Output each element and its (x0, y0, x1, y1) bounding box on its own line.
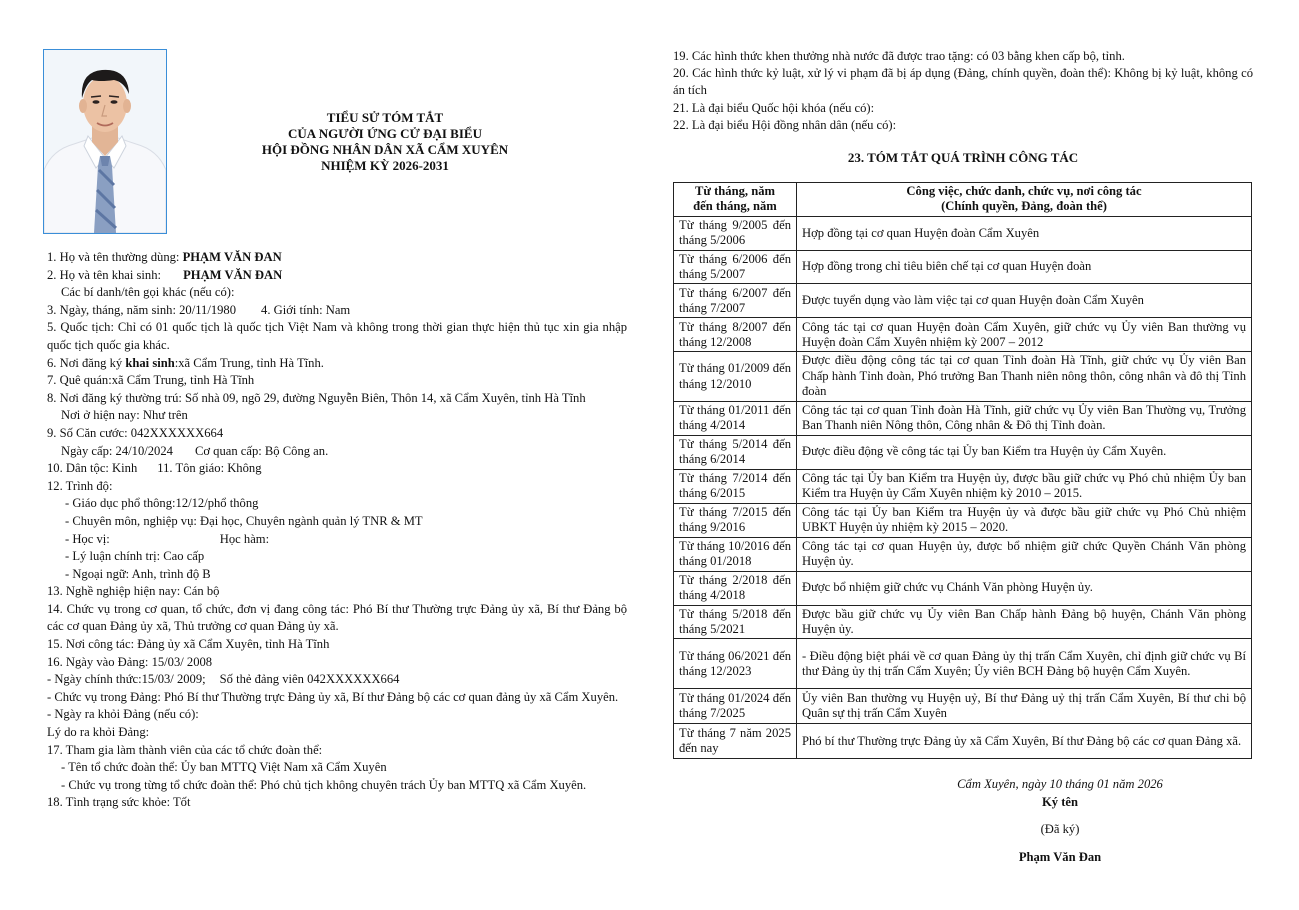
birth-reg-label: 6. Nơi đăng ký (47, 355, 126, 370)
birth-name-label: 2. Họ và tên khai sinh: (47, 267, 184, 282)
row-work: Được bổ nhiệm giữ chức vụ Chánh Văn phòng Huyện ủy. (797, 571, 1252, 605)
item-14-position: 14. Chức vụ trong cơ quan, tổ chức, đơn vị đang công tác: Phó Bí thư Thường trực Đảng ủy xã, Bí thư Đảng bộ các cơ quan Đảng ủy xã, Thủ trưởng cơ quan Đảng ủy xã. (47, 601, 627, 634)
table-row (674, 724, 1252, 759)
col-period-line2: đến tháng, năm (693, 199, 777, 214)
organization-name: - Tên tổ chức đoàn thể: Ủy ban MTTQ Việt Nam xã Cẩm Xuyên (61, 760, 387, 775)
row-period: Từ tháng 01/2009 đến tháng 12/2010 (674, 352, 797, 401)
row-period: Từ tháng 10/2016 đến tháng 01/2018 (674, 537, 797, 571)
sign-label: Ký tên (1041, 794, 1079, 809)
item-20-discipline: 20. Các hình thức kỷ luật, xử lý vi phạm đã bị áp dụng (Đảng, chính quyền, đoàn thể): Không bị kỷ luật, không có án tích (673, 66, 1253, 98)
col-work-line2: (Chính quyền, Đảng, đoàn thể) (941, 199, 1107, 214)
party-leave-date: - Ngày ra khỏi Đảng (nếu có): (47, 707, 199, 722)
row-work: Công tác tại cơ quan Tỉnh đoàn Hà Tĩnh, giữ chức vụ Ủy viên Ban Thường vụ, Trưởng Ban Thanh niên Nông thôn, Công nhân & Đô thị Tỉnh đoàn. (797, 401, 1252, 435)
row-period: Từ tháng 01/2024 đến tháng 7/2025 (674, 689, 797, 724)
table-row (674, 537, 1252, 571)
row-period: Từ tháng 2/2018 đến tháng 4/2018 (674, 571, 797, 605)
party-position: - Chức vụ trong Đảng: Phó Bí thư Thường trực Đảng ủy xã, Bí thư Đảng bộ các cơ quan đảng ủy xã Cẩm Xuyên. (47, 689, 619, 704)
row-period: Từ tháng 01/2011 đến tháng 4/2014 (674, 401, 797, 435)
item-2 (47, 267, 627, 285)
party-official-date: - Ngày chính thức:15/03/ 2009; (47, 672, 206, 687)
right-column-info (673, 48, 1253, 134)
organization-position: - Chức vụ trong từng tổ chức đoàn thể: Phó chủ tịch không chuyên trách Ủy ban MTTQ xã Cẩm Xuyên. (61, 777, 587, 792)
col-period-header (674, 183, 797, 217)
row-period: Từ tháng 7/2015 đến tháng 9/2016 (674, 503, 797, 537)
academic-title: Học hàm: (219, 531, 270, 546)
item-8-residence: 8. Nơi đăng ký thường trú: Số nhà 09, ngõ 29, đường Nguyễn Biên, Thôn 14, xã Cẩm Xuyên, tỉnh Hà Tĩnh (47, 390, 586, 405)
ethnicity: 10. Dân tộc: Kinh (47, 461, 138, 476)
item-3-4 (47, 302, 627, 320)
signature-block (900, 776, 1220, 866)
id-issue-date: Ngày cấp: 24/10/2024 (61, 443, 173, 458)
item-17-organizations: 17. Tham gia làm thành viên của các tổ chức đoàn thể: (47, 742, 323, 757)
religion: 11. Tôn giáo: Không (157, 461, 262, 476)
item-10-11 (47, 460, 627, 478)
table-row (674, 605, 1252, 639)
item-22-peoples-council: 22. Là đại biểu Hội đồng nhân dân (nếu có): (673, 117, 897, 132)
row-period: Từ tháng 8/2007 đến tháng 12/2008 (674, 318, 797, 352)
current-residence: Nơi ở hiện nay: Như trên (61, 408, 188, 423)
item-7-hometown: 7. Quê quán:xã Cẩm Trung, tỉnh Hà Tĩnh (47, 373, 255, 388)
row-period: Từ tháng 5/2018 đến tháng 5/2021 (674, 605, 797, 639)
common-name-value: PHẠM VĂN ĐAN (182, 250, 282, 264)
item-9-id: 9. Số Căn cước: 042XXXXXX664 (47, 425, 224, 440)
party-leave-reason: Lý do ra khỏi Đảng: (47, 725, 150, 740)
table-row (674, 216, 1252, 250)
row-work: Được điều động công tác tại cơ quan Tỉnh đoàn Hà Tĩnh, giữ chức vụ Ủy viên Ban Chấp hành Tỉnh đoàn, Phó trưởng Ban Thanh niên nông thôn, công nhân và đô thị Tỉnh đoàn (797, 352, 1252, 401)
common-name-label: 1. Họ và tên thường dùng: (47, 250, 183, 264)
work-history-table (673, 182, 1252, 759)
place-date: Cẩm Xuyên, ngày 10 tháng 01 năm 2026 (957, 777, 1163, 791)
row-period: Từ tháng 06/2021 đến tháng 12/2023 (674, 639, 797, 689)
title-line-1: TIỂU SỬ TÓM TẮT (326, 110, 444, 125)
political-theory: - Lý luận chính trị: Cao cấp (65, 549, 205, 564)
table-row (674, 284, 1252, 318)
table-row (674, 435, 1252, 469)
foreign-language: - Ngoại ngữ: Anh, trình độ B (65, 566, 211, 581)
row-work: Ủy viên Ban thường vụ Huyện uỷ, Bí thư Đảng uỷ thị trấn Cẩm Xuyên, Bí thư chi bộ Quân sự thị trấn Cẩm Xuyên (797, 689, 1252, 724)
row-period: Từ tháng 6/2007 đến tháng 7/2007 (674, 284, 797, 318)
personal-info (47, 249, 627, 812)
title-line-2: CỦA NGƯỜI ỨNG CỬ ĐẠI BIỂU (288, 126, 482, 141)
row-period: Từ tháng 5/2014 đến tháng 6/2014 (674, 435, 797, 469)
row-period: Từ tháng 7 năm 2025 đến nay (674, 724, 797, 759)
birth-date: 3. Ngày, tháng, năm sinh: 20/11/1980 (47, 302, 237, 317)
table-row (674, 689, 1252, 724)
work-history-rows (674, 216, 1252, 759)
birth-name-value: PHẠM VĂN ĐAN (183, 267, 283, 282)
row-period: Từ tháng 9/2005 đến tháng 5/2006 (674, 216, 797, 250)
item-16-party-date: 16. Ngày vào Đảng: 15/03/ 2008 (47, 654, 213, 669)
row-work: Hợp đồng tại cơ quan Huyện đoàn Cẩm Xuyên (797, 216, 1252, 250)
row-period: Từ tháng 6/2006 đến tháng 5/2007 (674, 250, 797, 284)
table-row (674, 469, 1252, 503)
row-work: Phó bí thư Thường trực Đảng ủy xã Cẩm Xuyên, Bí thư Đảng bộ các cơ quan Đảng xã. (797, 724, 1252, 759)
col-period-line1: Từ tháng, năm (695, 184, 775, 198)
table-row (674, 352, 1252, 401)
party-official-line (47, 671, 627, 689)
id-issue-org: Cơ quan cấp: Bộ Công an. (194, 443, 329, 458)
table-header-row (674, 183, 1252, 217)
table-row (674, 639, 1252, 689)
gender: 4. Giới tính: Nam (261, 302, 351, 317)
row-work: Được tuyển dụng vào làm việc tại cơ quan Huyện đoàn Cẩm Xuyên (797, 284, 1252, 318)
item-6 (47, 355, 627, 373)
row-work: Công tác tại Ủy ban Kiểm tra Huyện ủy và được bầu giữ chức vụ Phó Chủ nhiệm UBKT Huyện ủy nhiệm kỳ 2015 – 2020. (797, 503, 1252, 537)
row-work: - Điều động biệt phái về cơ quan Đảng ủy thị trấn Cẩm Xuyên, chỉ định giữ chức vụ Bí thư Đảng ủy thị trấn Cẩm Xuyên; Ủy viên BCH Đảng bộ huyện Cẩm Xuyên. (797, 639, 1252, 689)
row-work: Công tác tại cơ quan Huyện ủy, được bổ nhiệm giữ chức Quyền Chánh Văn phòng Huyện ủy. (797, 537, 1252, 571)
degree-line (47, 531, 627, 549)
table-row (674, 503, 1252, 537)
table-row (674, 318, 1252, 352)
specialty: - Chuyên môn, nghiệp vụ: Đại học, Chuyên ngành quản lý TNR & MT (65, 513, 423, 528)
row-work: Được điều động về công tác tại Ủy ban Kiểm tra Huyện ủy Cẩm Xuyên. (797, 435, 1252, 469)
signed-note: (Đã ký) (1040, 822, 1080, 837)
col-work-header (797, 183, 1252, 217)
row-work: Hợp đồng trong chỉ tiêu biên chế tại cơ quan Huyện đoàn (797, 250, 1252, 284)
birth-reg-bold: khai sinh (125, 355, 175, 370)
alias-line: Các bí danh/tên gọi khác (nếu có): (61, 285, 235, 300)
row-work: Được bầu giữ chức vụ Ủy viên Ban Chấp hành Đảng bộ huyện, Chánh Văn phòng Huyện ủy. (797, 605, 1252, 639)
party-card-number: Số thẻ đảng viên 042XXXXXX664 (219, 672, 400, 687)
birth-reg-value: :xã Cẩm Trung, tỉnh Hà Tĩnh. (174, 355, 324, 370)
document-title (200, 110, 570, 174)
title-line-4: NHIỆM KỲ 2026-2031 (321, 158, 449, 173)
table-row (674, 401, 1252, 435)
item-12-education: 12. Trình độ: (47, 478, 113, 493)
id-issue-line (47, 443, 627, 461)
item-15-workplace: 15. Nơi công tác: Đảng ủy xã Cẩm Xuyên, tỉnh Hà Tĩnh (47, 637, 330, 652)
title-line-3: HỘI ĐỒNG NHÂN DÂN XÃ CẨM XUYÊN (261, 142, 509, 157)
signer-name: Phạm Văn Đan (1018, 849, 1102, 864)
col-work-line1: Công việc, chức danh, chức vụ, nơi công tác (906, 184, 1142, 198)
row-work: Công tác tại Ủy ban Kiểm tra Huyện ủy, được bầu giữ chức vụ Phó chủ nhiệm Ủy ban Kiểm tra Huyện ủy Cẩm Xuyên nhiệm kỳ 2010 – 2015. (797, 469, 1252, 503)
academic-degree: - Học vị: (65, 531, 110, 546)
table-row (674, 571, 1252, 605)
row-work: Công tác tại cơ quan Huyện đoàn Cẩm Xuyên, giữ chức vụ Ủy viên Ban thường vụ Huyện đoàn Cẩm Xuyên nhiệm kỳ 2007 – 2012 (797, 318, 1252, 352)
table-row (674, 250, 1252, 284)
item-1 (47, 249, 627, 267)
work-history-title: 23. TÓM TẮT QUÁ TRÌNH CÔNG TÁC (847, 150, 1079, 165)
general-education: - Giáo dục phổ thông:12/12/phổ thông (65, 496, 259, 511)
item-21-national-assembly: 21. Là đại biểu Quốc hội khóa (nếu có): (673, 100, 875, 115)
row-period: Từ tháng 7/2014 đến tháng 6/2015 (674, 469, 797, 503)
item-13-occupation: 13. Nghề nghiệp hiện nay: Cán bộ (47, 584, 220, 599)
candidate-photo (43, 49, 167, 234)
item-18-health: 18. Tình trạng sức khỏe: Tốt (47, 795, 191, 810)
item-5-nationality: 5. Quốc tịch: Chỉ có 01 quốc tịch là quốc tịch Việt Nam và không trong thời gian thực hiện thủ tục xin gia nhập quốc tịch quốc gia khác. (47, 320, 627, 352)
item-19-awards: 19. Các hình thức khen thưởng nhà nước đã được trao tặng: có 03 bằng khen cấp bộ, tỉnh. (673, 49, 1125, 63)
